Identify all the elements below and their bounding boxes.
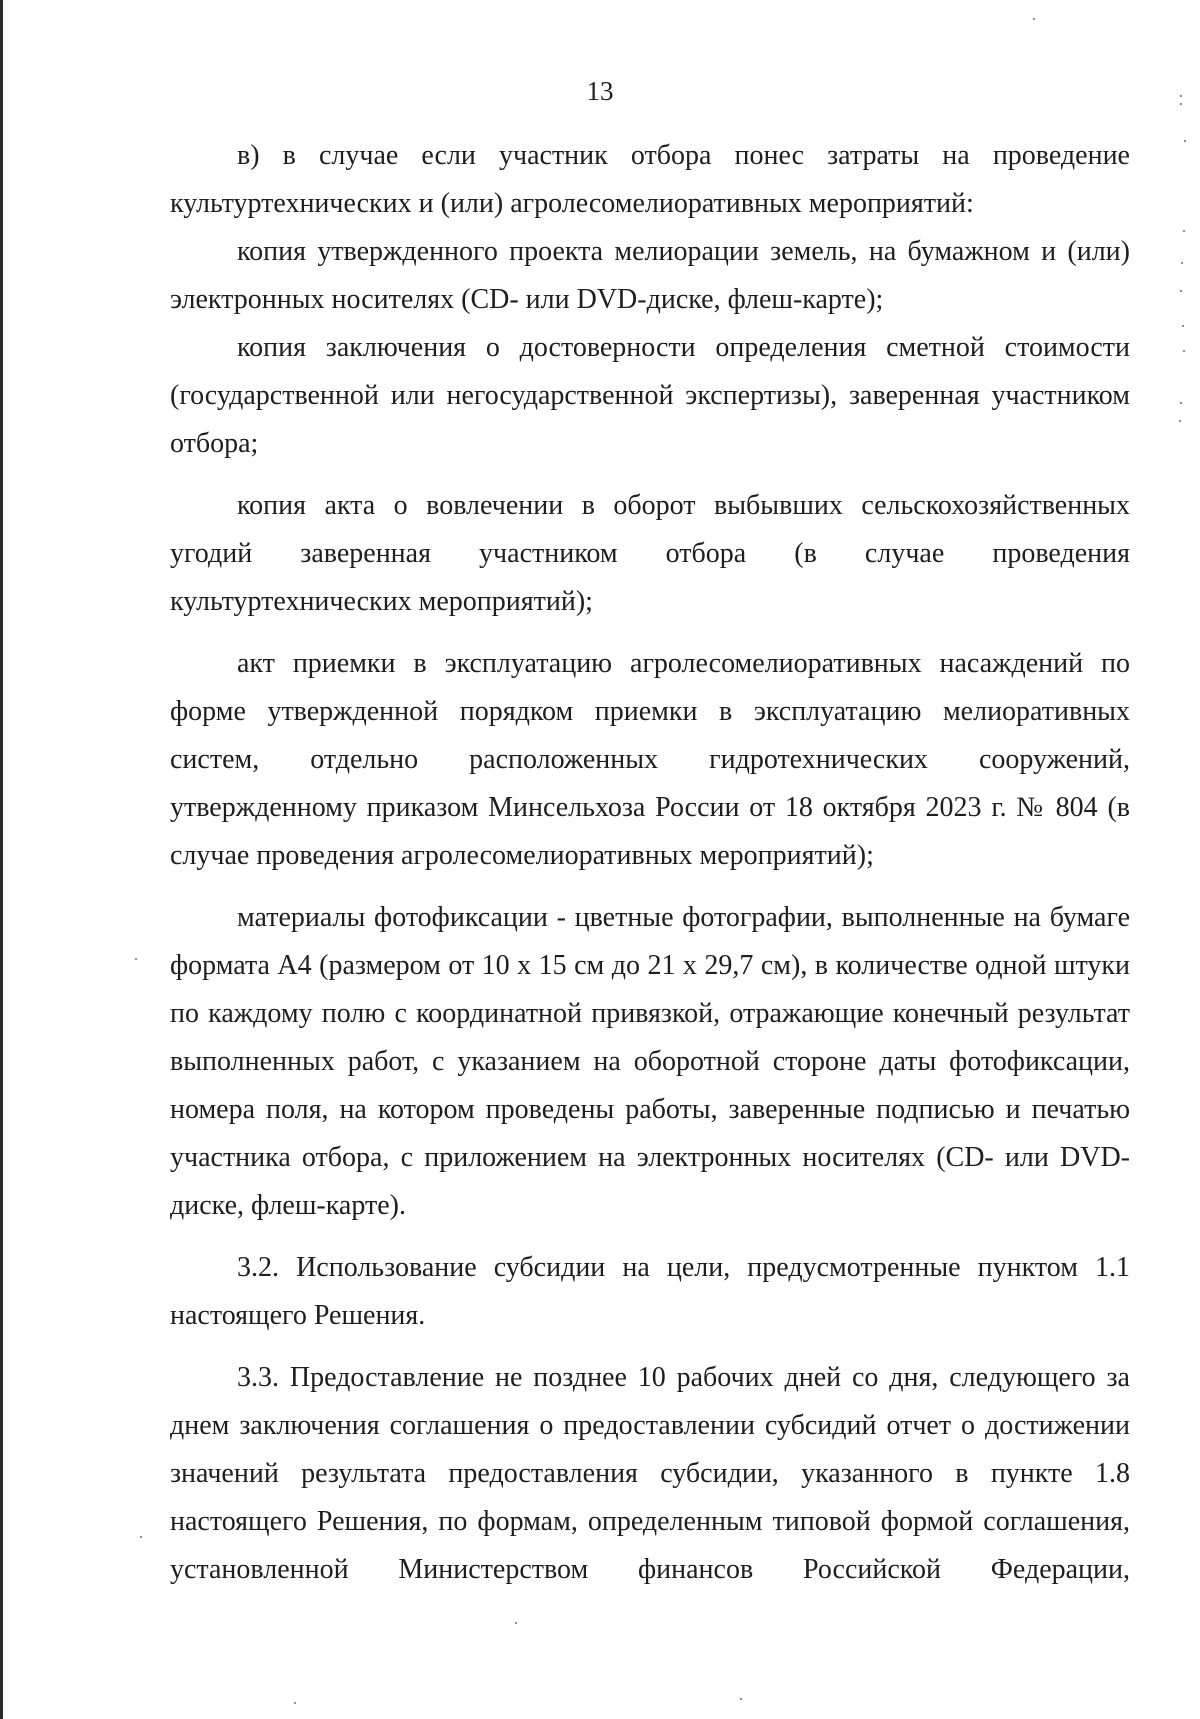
- scan-speck: [1180, 95, 1182, 97]
- paragraph-3-3: 3.3. Предоставление не позднее 10 рабочих дней со дня, следующего за днем заключения соглашения о предоставлении субсидий отчет о достижении значений результата предоставления субсидии, указанного в пункте 1.8 настоящего Решения, по формам, определенным типовой формой соглашения, установленной Министерством финансов Российской Федерации,: [170, 1362, 1130, 1585]
- scan-speck: [515, 1622, 517, 1624]
- scan-speck: [740, 1698, 742, 1700]
- scan-speck: [1180, 402, 1182, 404]
- scan-speck: [135, 958, 137, 960]
- scan-speck: [294, 1702, 296, 1704]
- scan-speck: [1182, 325, 1184, 327]
- scan-speck: [1183, 230, 1185, 232]
- page-number: 13: [586, 76, 614, 106]
- scan-edge-line: [0, 0, 3, 1719]
- document-body: [170, 132, 1130, 1594]
- scan-speck: [1033, 18, 1035, 20]
- scan-speck: [1180, 103, 1182, 105]
- paragraph-3-2: 3.2. Использование субсидии на цели, предусмотренные пунктом 1.1 настоящего Решения.: [170, 1252, 1130, 1331]
- paragraph-photo-materials: материалы фотофиксации - цветные фотографии, выполненные на бумаге формата А4 (размером от 10 х 15 см до 21 х 29,7 см), в количестве одной штуки по каждому полю с координатной привязкой, отражающие конечный результат выполненных работ, с указанием на оборотной стороне даты фотофиксации, номера поля, на котором проведены работы, заверенные подписью и печатью участника отбора, с приложением на электронных носителях (CD- или DVD-диске, флеш-карте).: [170, 902, 1130, 1221]
- scan-speck: [140, 1536, 142, 1538]
- scan-speck: [1181, 262, 1183, 264]
- paragraph-project-copy: копия утвержденного проекта мелиорации земель, на бумажном и (или) электронных носителях (CD- или DVD-диске, флеш-карте);: [170, 236, 1130, 315]
- paragraph-expertise-copy: копия заключения о достоверности определения сметной стоимости (государственной или негосударственной экспертизы), заверенная участником отбора;: [170, 332, 1130, 459]
- scan-speck: [1179, 420, 1181, 422]
- paragraph-land-act-copy: копия акта о вовлечении в оборот выбывших сельскохозяйственных угодий заверенная участником отбора (в случае проведения культуртехнических мероприятий);: [170, 490, 1130, 617]
- paragraph-3-1-v: в) в случае если участник отбора понес затраты на проведение культуртехнических и (или) агролесомелиоративных мероприятий:: [170, 140, 1130, 219]
- scan-speck: [1180, 290, 1182, 292]
- scan-speck: [1183, 350, 1185, 352]
- scan-speck: [1184, 140, 1186, 142]
- paragraph-acceptance-act: акт приемки в эксплуатацию агролесомелиоративных насаждений по форме утвержденной порядком приемки в эксплуатацию мелиоративных систем, отдельно расположенных гидротехнических сооружений, утвержденному приказом Минсельхоза России от 18 октября 2023 г. № 804 (в случае проведения агролесомелиоративных мероприятий);: [170, 648, 1130, 871]
